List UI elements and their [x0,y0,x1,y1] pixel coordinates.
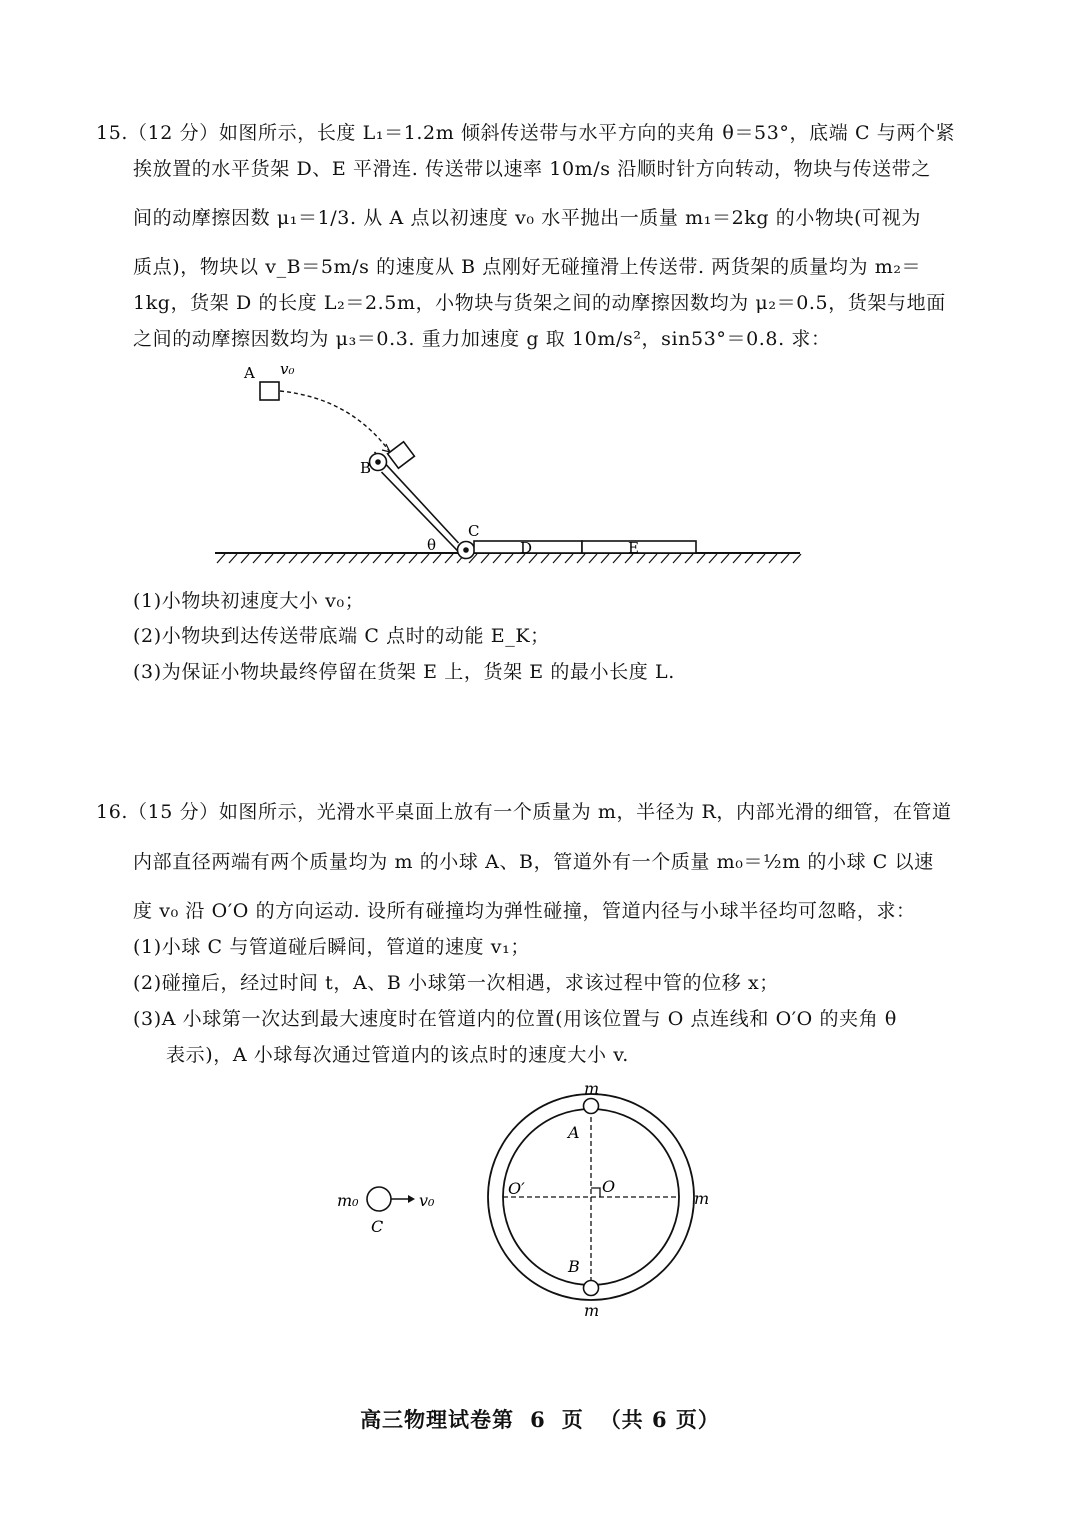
pulley-b-axle [375,459,381,465]
label-m-top: m [584,1079,600,1098]
footer-page-suffix: 页 [561,1407,584,1432]
q16-question-3-cont: 表示)，A 小球每次通过管道内的该点时的速度大小 v. [166,1044,629,1066]
label-v0: v₀ [280,360,295,378]
label-o-prime: O′ [508,1179,525,1198]
belt-bottom-edge [382,472,466,559]
trajectory-arrow [382,444,390,452]
label-a: A [244,364,255,382]
q15-line-4: 质点)，物块以 v_B＝5m/s 的速度从 B 点刚好无碰撞滑上传送带. 两货架的质量均为 m₂＝ [133,256,922,278]
q15-line-6: 之间的动摩擦因数均为 μ₃＝0.3. 重力加速度 g 取 10m/s²，sin53°＝0.8. 求： [133,328,831,350]
footer-total-pages: （共 6 页） [599,1407,720,1432]
shelf-e [582,541,696,553]
pulley-c-axle [463,547,469,553]
label-m0: m₀ [337,1191,359,1210]
footer-page-number: 6 [530,1407,546,1432]
ground-hatch [217,554,801,563]
footer-text: 高三物理试卷第 [360,1407,515,1432]
ball-c [367,1187,391,1211]
q16-question-2: (2)碰撞后，经过时间 t，A、B 小球第一次相遇，求该过程中管的位移 x； [133,972,779,994]
velocity-arrowhead [408,1195,415,1203]
q15-figure [200,360,820,575]
label-o: O [602,1177,616,1196]
label-a: A [568,1123,580,1142]
page-footer [0,1404,1080,1434]
label-b: B [360,459,372,477]
label-v0: v₀ [419,1191,435,1210]
q15-question-2: (2)小物块到达传送带底端 C 点时的动能 E_K； [133,625,550,647]
q15-line-1: 15.（12 分）如图所示，长度 L₁＝1.2m 倾斜传送带与水平方向的夹角 θ＝53°，底端 C 与两个紧 [96,122,956,144]
label-m-bottom: m [584,1301,600,1320]
ball-a [584,1099,599,1114]
q16-line-1: 16.（15 分）如图所示，光滑水平桌面上放有一个质量为 m，半径为 R，内部光滑的细管，在管道 [96,801,952,823]
block-a [260,382,279,400]
belt-top-edge [375,452,459,543]
label-theta: θ [427,536,437,554]
q15-line-2: 挨放置的水平货架 D、E 平滑连. 传送带以速率 10m/s 沿顺时针方向转动，物块与传送带之 [133,158,931,180]
block-on-belt [388,442,415,468]
q16-figure [320,1070,740,1330]
q15-line-5: 1kg，货架 D 的长度 L₂＝2.5m，小物块与货架之间的动摩擦因数均为 μ₂＝0.5，货架与地面 [133,292,946,314]
label-c: C [468,522,480,540]
ball-b [584,1281,599,1296]
q16-line-2: 内部直径两端有两个质量均为 m 的小球 A、B，管道外有一个质量 m₀＝½m 的小球 C 以速 [133,851,934,873]
label-d: D [520,539,533,557]
q15-line-3: 间的动摩擦因数 μ₁＝1/3. 从 A 点以初速度 v₀ 水平抛出一质量 m₁＝2kg 的小物块(可视为 [133,207,921,229]
trajectory-path [280,391,390,452]
right-angle-mark [591,1188,600,1197]
q16-question-1: (1)小球 C 与管道碰后瞬间，管道的速度 v₁； [133,936,530,958]
q16-question-3: (3)A 小球第一次达到最大速度时在管道内的位置(用该位置与 O 点连线和 O′O 的夹角 θ [133,1008,897,1030]
label-e: E [628,539,639,557]
label-m-right: m [694,1189,710,1208]
q15-question-1: (1)小物块初速度大小 v₀； [133,590,365,612]
label-b: B [568,1257,580,1276]
label-c: C [371,1217,384,1236]
q15-question-3: (3)为保证小物块最终停留在货架 E 上，货架 E 的最小长度 L. [133,661,675,683]
q16-line-3: 度 v₀ 沿 O′O 的方向运动. 设所有碰撞均为弹性碰撞，管道内径与小球半径均可忽略，求： [133,900,916,922]
